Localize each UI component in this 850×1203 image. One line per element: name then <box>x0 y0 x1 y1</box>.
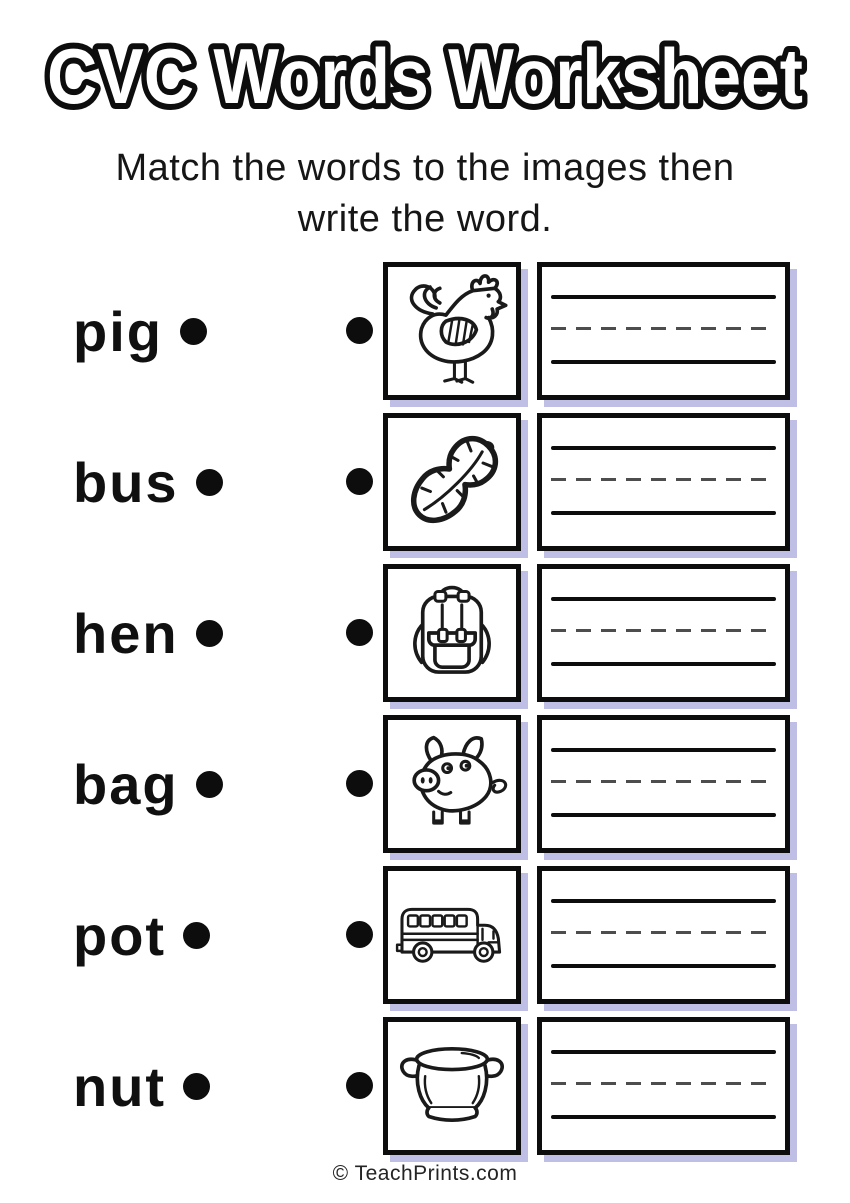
image-dot[interactable] <box>346 770 373 797</box>
word-dot[interactable] <box>196 469 223 496</box>
cooking-pot-image <box>391 1025 513 1147</box>
writing-line-dashed <box>551 780 776 783</box>
writing-line-bottom <box>551 1115 776 1119</box>
image-box <box>383 413 521 551</box>
word-label: hen <box>73 601 179 665</box>
writing-line-top <box>551 295 776 299</box>
instructions-line-1: Match the words to the images then <box>115 147 735 189</box>
writing-line-bottom <box>551 964 776 968</box>
title-text: CVC Words Worksheet <box>47 32 804 120</box>
image-box <box>383 262 521 400</box>
word-cell <box>73 413 223 551</box>
image-box <box>383 715 521 853</box>
writing-lines[interactable] <box>537 1017 790 1155</box>
image-dot[interactable] <box>346 619 373 646</box>
writing-line-dashed <box>551 327 776 330</box>
writing-lines[interactable] <box>537 715 790 853</box>
bubble-title-graphic <box>15 24 835 124</box>
word-cell <box>73 866 210 1004</box>
word-dot[interactable] <box>180 318 207 345</box>
image-dot[interactable] <box>346 1072 373 1099</box>
word-cell <box>73 1017 210 1155</box>
word-label: bag <box>73 752 179 816</box>
word-cell <box>73 564 223 702</box>
image-dot[interactable] <box>346 468 373 495</box>
writing-line-top <box>551 597 776 601</box>
word-cell <box>73 262 207 400</box>
match-row-2 <box>0 413 850 551</box>
writing-line-top <box>551 1050 776 1054</box>
word-label: nut <box>73 1054 167 1118</box>
match-rows <box>0 262 850 1155</box>
writing-lines[interactable] <box>537 564 790 702</box>
peanut-image <box>391 421 513 543</box>
writing-line-dashed <box>551 931 776 934</box>
instructions-line-2: write the word. <box>297 198 553 240</box>
hen-image <box>391 270 513 392</box>
match-row-6 <box>0 1017 850 1155</box>
word-label: pot <box>73 903 167 967</box>
writing-line-bottom <box>551 360 776 364</box>
writing-line-bottom <box>551 662 776 666</box>
match-row-5 <box>0 866 850 1004</box>
image-dot[interactable] <box>346 317 373 344</box>
word-dot[interactable] <box>183 1073 210 1100</box>
writing-line-top <box>551 899 776 903</box>
writing-line-top <box>551 748 776 752</box>
writing-lines[interactable] <box>537 866 790 1004</box>
writing-lines[interactable] <box>537 262 790 400</box>
image-box <box>383 564 521 702</box>
image-dot[interactable] <box>346 921 373 948</box>
writing-line-bottom <box>551 813 776 817</box>
school-bus-image <box>391 874 513 996</box>
writing-line-dashed <box>551 1082 776 1085</box>
image-box <box>383 866 521 1004</box>
page-title <box>0 24 850 129</box>
footer-credit: © TeachPrints.com <box>332 1162 518 1185</box>
writing-lines[interactable] <box>537 413 790 551</box>
match-row-3 <box>0 564 850 702</box>
word-dot[interactable] <box>183 922 210 949</box>
word-dot[interactable] <box>196 771 223 798</box>
pig-image <box>391 723 513 845</box>
match-row-1 <box>0 262 850 400</box>
writing-line-top <box>551 446 776 450</box>
word-label: bus <box>73 450 179 514</box>
word-cell <box>73 715 223 853</box>
word-label: pig <box>73 299 163 363</box>
match-row-4 <box>0 715 850 853</box>
instructions <box>0 143 850 245</box>
image-box <box>383 1017 521 1155</box>
writing-line-dashed <box>551 478 776 481</box>
word-dot[interactable] <box>196 620 223 647</box>
writing-line-bottom <box>551 511 776 515</box>
backpack-image <box>391 572 513 694</box>
writing-line-dashed <box>551 629 776 632</box>
